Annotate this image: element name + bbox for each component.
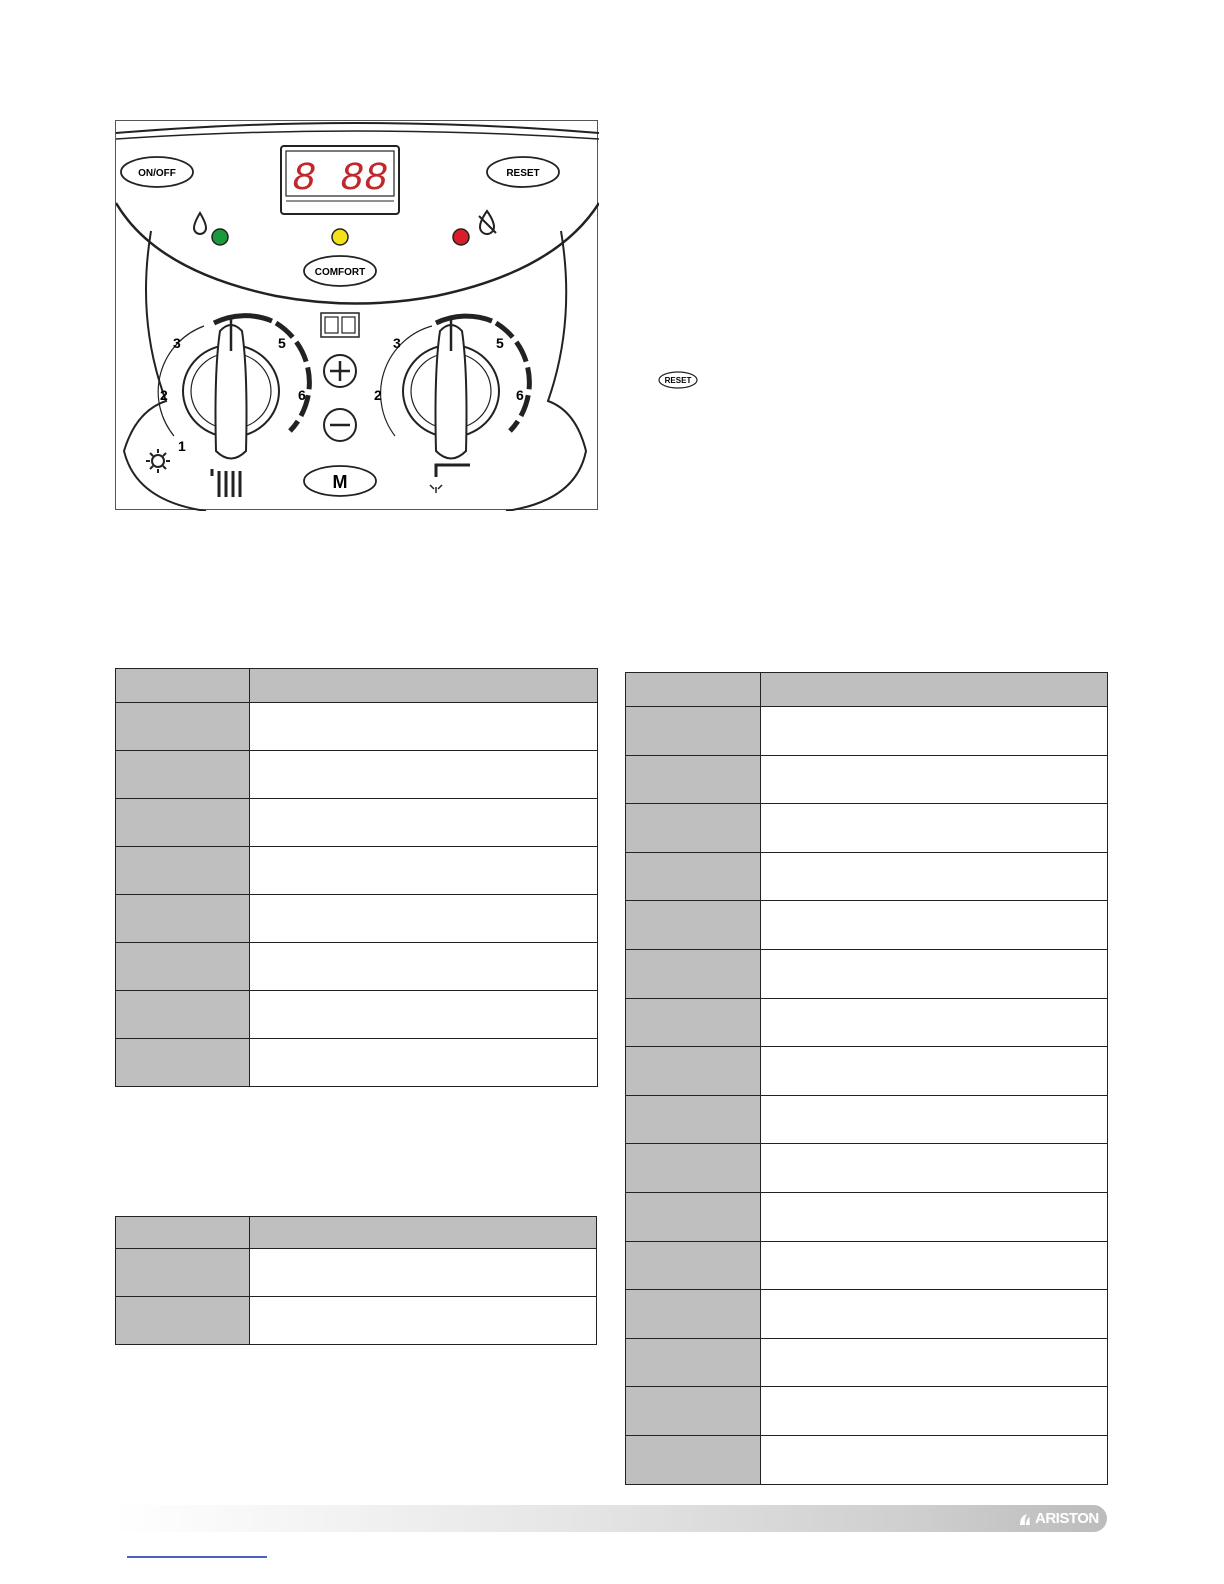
comfort-label: COMFORT xyxy=(314,267,366,278)
hot-water-knob[interactable] xyxy=(374,316,529,458)
table-row xyxy=(116,1039,598,1087)
left-knob-number-1: 1 xyxy=(178,438,186,454)
key-cell xyxy=(626,707,761,756)
value-cell xyxy=(250,991,598,1039)
value-cell xyxy=(761,1241,1108,1290)
right-knob-number-6: 6 xyxy=(516,387,524,403)
left-knob-number-6: 6 xyxy=(298,387,306,403)
key-cell xyxy=(116,943,250,991)
header-cell xyxy=(116,1217,250,1249)
table-a xyxy=(115,668,598,1087)
green-led-icon xyxy=(212,229,228,245)
key-cell xyxy=(626,1192,761,1241)
right-knob-number-3: 3 xyxy=(393,335,401,351)
table-row xyxy=(116,703,598,751)
connector-icon xyxy=(321,313,359,337)
key-cell xyxy=(626,1435,761,1484)
key-cell xyxy=(626,804,761,853)
key-cell xyxy=(116,847,250,895)
heating-knob[interactable] xyxy=(158,316,309,459)
value-cell xyxy=(761,1192,1108,1241)
table-row xyxy=(116,943,598,991)
header-cell xyxy=(250,669,598,703)
header-cell xyxy=(761,673,1108,707)
digital-display xyxy=(281,146,399,214)
table-header-row xyxy=(116,1217,597,1249)
key-cell xyxy=(116,1297,250,1345)
left-knob-number-2: 2 xyxy=(160,387,168,403)
brand-logo xyxy=(1018,1508,1099,1530)
table-row xyxy=(626,852,1108,901)
value-cell xyxy=(761,1290,1108,1339)
key-cell xyxy=(116,799,250,847)
value-cell xyxy=(761,1338,1108,1387)
key-cell xyxy=(116,1249,250,1297)
table-header-row xyxy=(626,673,1108,707)
value-cell xyxy=(761,1047,1108,1096)
key-cell xyxy=(626,1047,761,1096)
value-cell xyxy=(761,1387,1108,1436)
table-row xyxy=(626,755,1108,804)
value-cell xyxy=(250,1039,598,1087)
key-cell xyxy=(626,998,761,1047)
key-cell xyxy=(626,1144,761,1193)
value-cell xyxy=(761,901,1108,950)
key-cell xyxy=(626,755,761,804)
mode-label: M xyxy=(332,472,348,492)
table-row xyxy=(116,1297,597,1345)
brand-name: ARISTON xyxy=(1035,1510,1099,1527)
key-cell xyxy=(626,1095,761,1144)
tap-icon xyxy=(430,465,470,493)
value-cell xyxy=(250,703,598,751)
value-cell xyxy=(761,998,1108,1047)
plus-button[interactable] xyxy=(324,355,356,387)
table-row xyxy=(626,901,1108,950)
table-row xyxy=(626,1095,1108,1144)
reset-label: RESET xyxy=(506,168,540,179)
table-row xyxy=(116,799,598,847)
value-cell xyxy=(761,852,1108,901)
header-cell xyxy=(250,1217,597,1249)
table-row xyxy=(116,991,598,1039)
reset-button[interactable] xyxy=(487,157,559,187)
key-cell xyxy=(116,751,250,799)
value-cell xyxy=(761,804,1108,853)
header-cell xyxy=(116,669,250,703)
display-digits: 8 88 xyxy=(291,157,389,202)
left-knob-number-3: 3 xyxy=(173,335,181,351)
value-cell xyxy=(761,707,1108,756)
control-panel-figure xyxy=(115,120,598,510)
radiator-icon xyxy=(212,469,240,497)
comfort-button[interactable] xyxy=(304,256,376,286)
table-row xyxy=(116,895,598,943)
water-drop-icon xyxy=(194,213,206,234)
key-cell xyxy=(116,895,250,943)
onoff-button[interactable] xyxy=(121,157,193,187)
footer-bar xyxy=(115,1505,1107,1532)
table-row xyxy=(626,1144,1108,1193)
table-c xyxy=(625,672,1108,1485)
key-cell xyxy=(116,703,250,751)
key-cell xyxy=(116,1039,250,1087)
table-row xyxy=(116,751,598,799)
value-cell xyxy=(250,1249,597,1297)
table-row xyxy=(626,1290,1108,1339)
table-row xyxy=(116,847,598,895)
minus-button[interactable] xyxy=(324,409,356,441)
red-led-icon xyxy=(453,229,469,245)
value-cell xyxy=(761,949,1108,998)
value-cell xyxy=(761,1095,1108,1144)
table-row xyxy=(626,949,1108,998)
key-cell xyxy=(626,901,761,950)
right-knob-number-2: 2 xyxy=(374,387,382,403)
yellow-led-icon xyxy=(332,229,348,245)
mode-button[interactable] xyxy=(304,466,376,496)
table-row xyxy=(626,1387,1108,1436)
value-cell xyxy=(761,1144,1108,1193)
table-header-row xyxy=(116,669,598,703)
footer-link-underline[interactable] xyxy=(127,1556,267,1558)
onoff-label: ON/OFF xyxy=(138,168,176,179)
value-cell xyxy=(761,1435,1108,1484)
reset-icon-label: RESET xyxy=(664,376,692,385)
value-cell xyxy=(250,943,598,991)
table-row xyxy=(626,707,1108,756)
flame-lockout-icon xyxy=(479,211,496,234)
key-cell xyxy=(116,991,250,1039)
table-row xyxy=(626,1338,1108,1387)
ariston-logo-icon xyxy=(1018,1512,1032,1526)
value-cell xyxy=(250,895,598,943)
reset-button-icon xyxy=(658,371,698,389)
key-cell xyxy=(626,1290,761,1339)
table-b xyxy=(115,1216,597,1345)
key-cell xyxy=(626,1241,761,1290)
value-cell xyxy=(250,799,598,847)
key-cell xyxy=(626,1338,761,1387)
value-cell xyxy=(250,847,598,895)
value-cell xyxy=(250,1297,597,1345)
key-cell xyxy=(626,1387,761,1436)
table-row xyxy=(626,1192,1108,1241)
value-cell xyxy=(761,755,1108,804)
table-row xyxy=(626,804,1108,853)
header-cell xyxy=(626,673,761,707)
right-knob-number-5: 5 xyxy=(496,335,504,351)
key-cell xyxy=(626,852,761,901)
table-row xyxy=(626,1241,1108,1290)
sun-icon xyxy=(146,449,170,473)
left-knob-number-5: 5 xyxy=(278,335,286,351)
table-row xyxy=(626,1435,1108,1484)
control-panel-drawing xyxy=(116,121,599,511)
table-row xyxy=(626,998,1108,1047)
table-row xyxy=(626,1047,1108,1096)
key-cell xyxy=(626,949,761,998)
table-row xyxy=(116,1249,597,1297)
value-cell xyxy=(250,751,598,799)
